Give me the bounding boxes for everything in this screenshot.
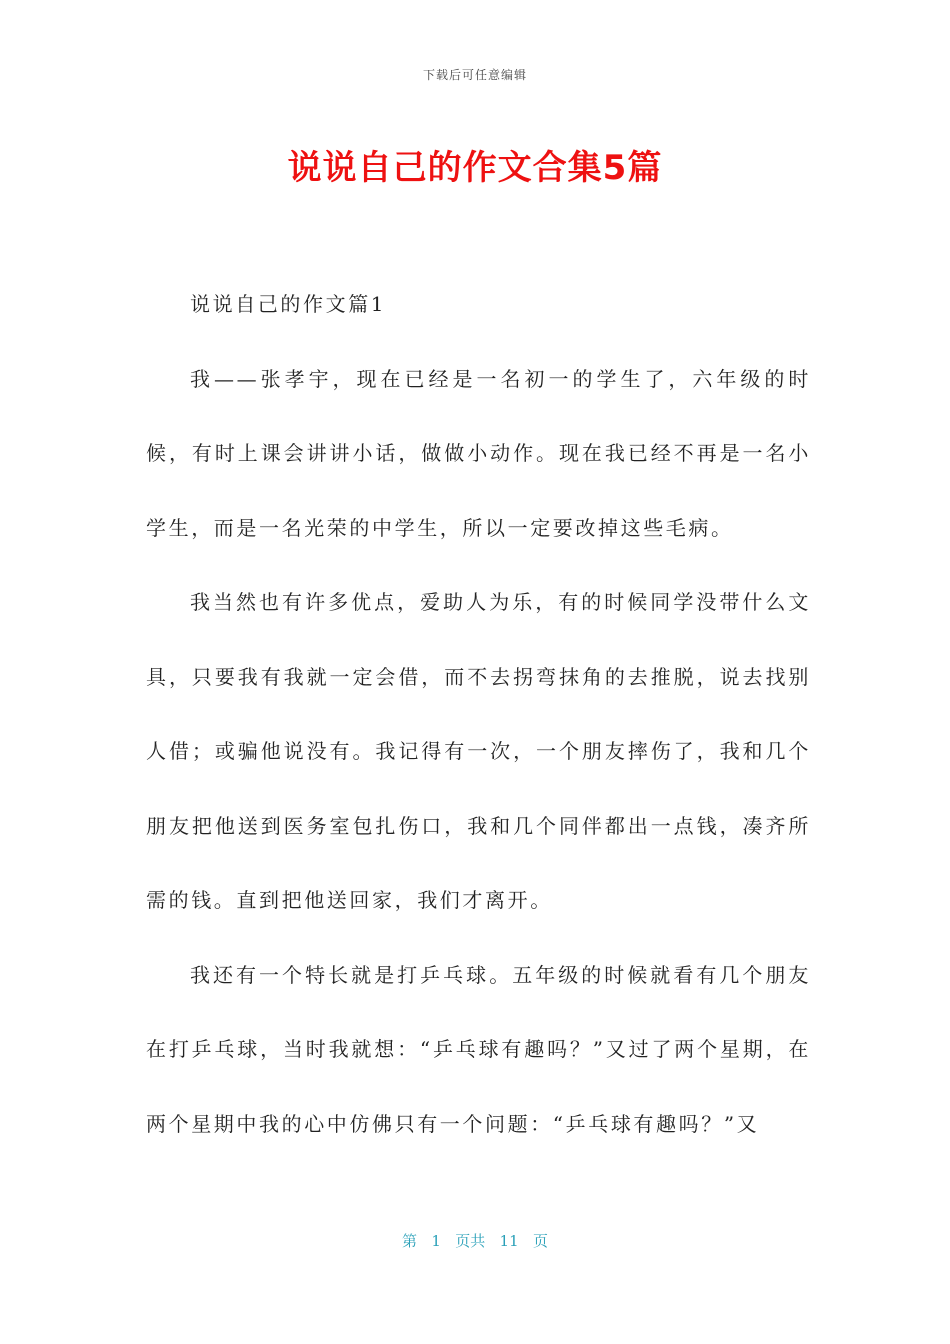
footer-total-pages: 11 — [499, 1232, 519, 1250]
footer-prefix: 第 — [402, 1232, 418, 1250]
footer-suffix: 页 — [532, 1232, 548, 1250]
paragraph-1: 我——张孝宇，现在已经是一名初一的学生了，六年级的时候，有时上课会讲讲小话，做做小动作。现在我已经不再是一名小学生，而是一名光荣的中学生，所以一定要改掉这些毛病。 — [146, 366, 811, 540]
footer-current-page: 1 — [431, 1232, 441, 1250]
document-title: 说说自己的作文合集5篇 — [287, 148, 663, 188]
paragraph-3: 我还有一个特长就是打乒乓球。五年级的时候就看有几个朋友在打乒乓球，当时我就想：“乒乓球有趣吗？”又过了两个星期，在两个星期中我的心中仿佛只有一个问题：“乒乓球有趣吗？”又 — [146, 962, 811, 1136]
document-body — [146, 267, 811, 1161]
page-footer — [0, 1230, 950, 1251]
section-heading: 说说自己的作文篇1 — [190, 292, 387, 316]
header-note: 下载后可任意编辑 — [422, 68, 527, 82]
footer-middle: 页共 — [455, 1232, 486, 1250]
paragraph-2: 我当然也有许多优点，爱助人为乐，有的时候同学没带什么文具，只要我有我就一定会借，而不去拐弯抹角的去推脱，说去找别人借；或骗他说没有。我记得有一次，一个朋友摔伤了，我和几个朋友把他送到医务室包扎伤口，我和几个同伴都出一点钱，凑齐所需的钱。直到把他送回家，我们才离开。 — [146, 590, 811, 912]
